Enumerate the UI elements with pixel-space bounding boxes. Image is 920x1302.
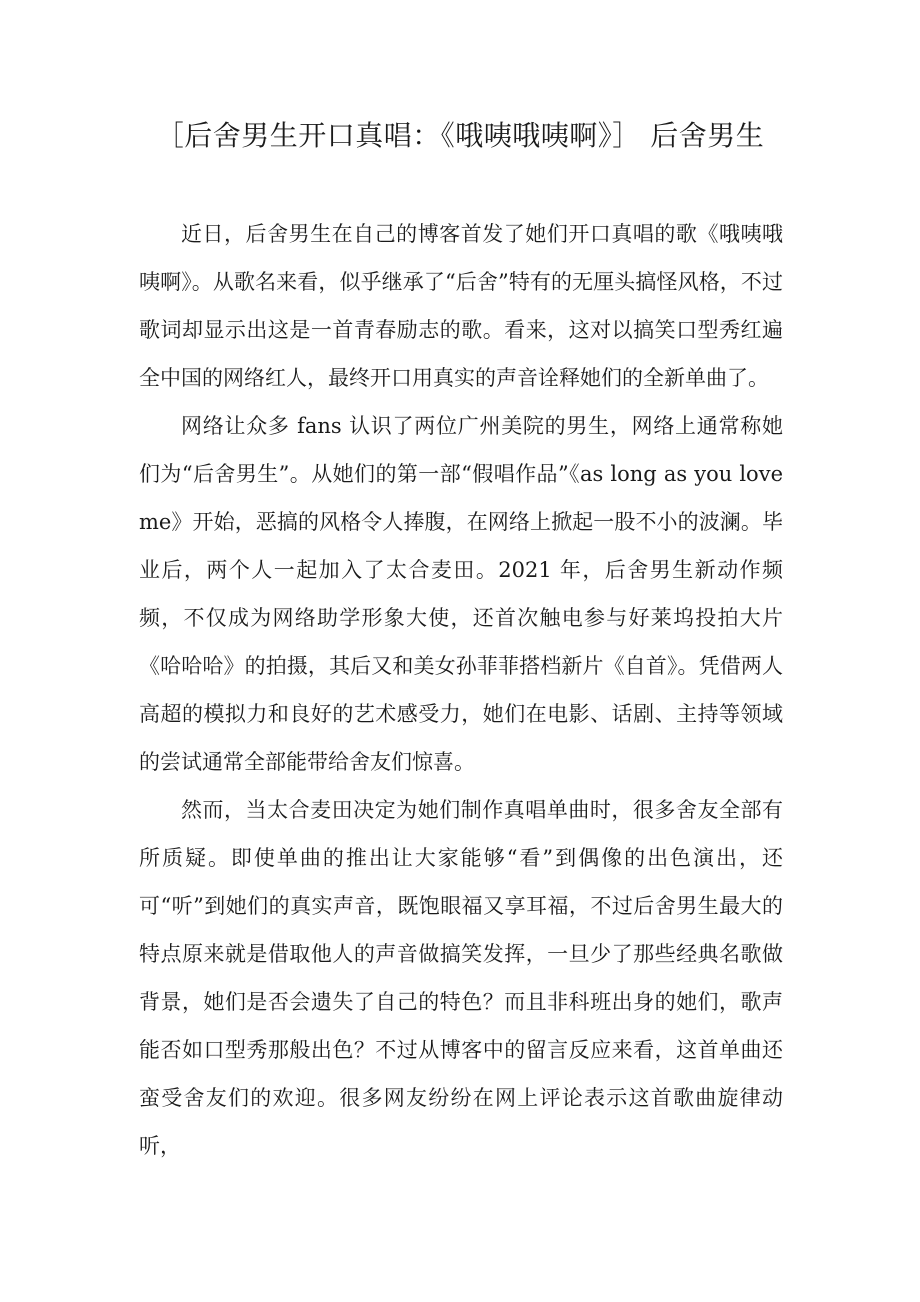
page-title: ［后舍男生开口真唱：《哦咦哦咦啊》］ 后舍男生 — [155, 119, 765, 152]
paragraph-background: 网络让众多 fans 认识了两位广州美院的男生，网络上通常称她们为“后舍男生”。从她们的第一部“假唱作品”《as long as you love me》开始，恶搞的风格令人捧腹，在网络上掀起一股不小的波澜。毕业后，两个人一起加入了太合麦田。2021 年，后舍男生新动作频频，不仅成为网络助学形象大使，还首次触电参与好莱坞投拍大片《哈哈哈》的拍摄，其后又和美女孙菲菲搭档新片《自首》。凭借两人高超的模拟力和良好的艺术感受力，她们在电影、话剧、主持等领域的尝试通常全部能带给舍友们惊喜。 — [139, 414, 783, 774]
paragraph-intro: 近日，后舍男生在自己的博客首发了她们开口真唱的歌《哦咦哦咦啊》。从歌名来看，似乎继承了“后舍”特有的无厘头搞怪风格，不过歌词却显示出这是一首青春励志的歌。看来，这对以搞笑口型秀红遍全中国的网络红人，最终开口用真实的声音诠释她们的全新单曲了。 — [139, 222, 783, 390]
article-body — [139, 210, 783, 1170]
paragraph-reception: 然而，当太合麦田决定为她们制作真唱单曲时，很多舍友全部有所质疑。即使单曲的推出让大家能够“看”到偶像的出色演出，还可“听”到她们的真实声音，既饱眼福又享耳福，不过后舍男生最大的特点原来就是借取他人的声音做搞笑发挥，一旦少了那些经典名歌做背景，她们是否会遗失了自己的特色？而且非科班出身的她们，歌声能否如口型秀那般出色？不过从博客中的留言反应来看，这首单曲还蛮受舍友们的欢迎。很多网友纷纷在网上评论表示这首歌曲旋律动听， — [139, 798, 783, 1158]
